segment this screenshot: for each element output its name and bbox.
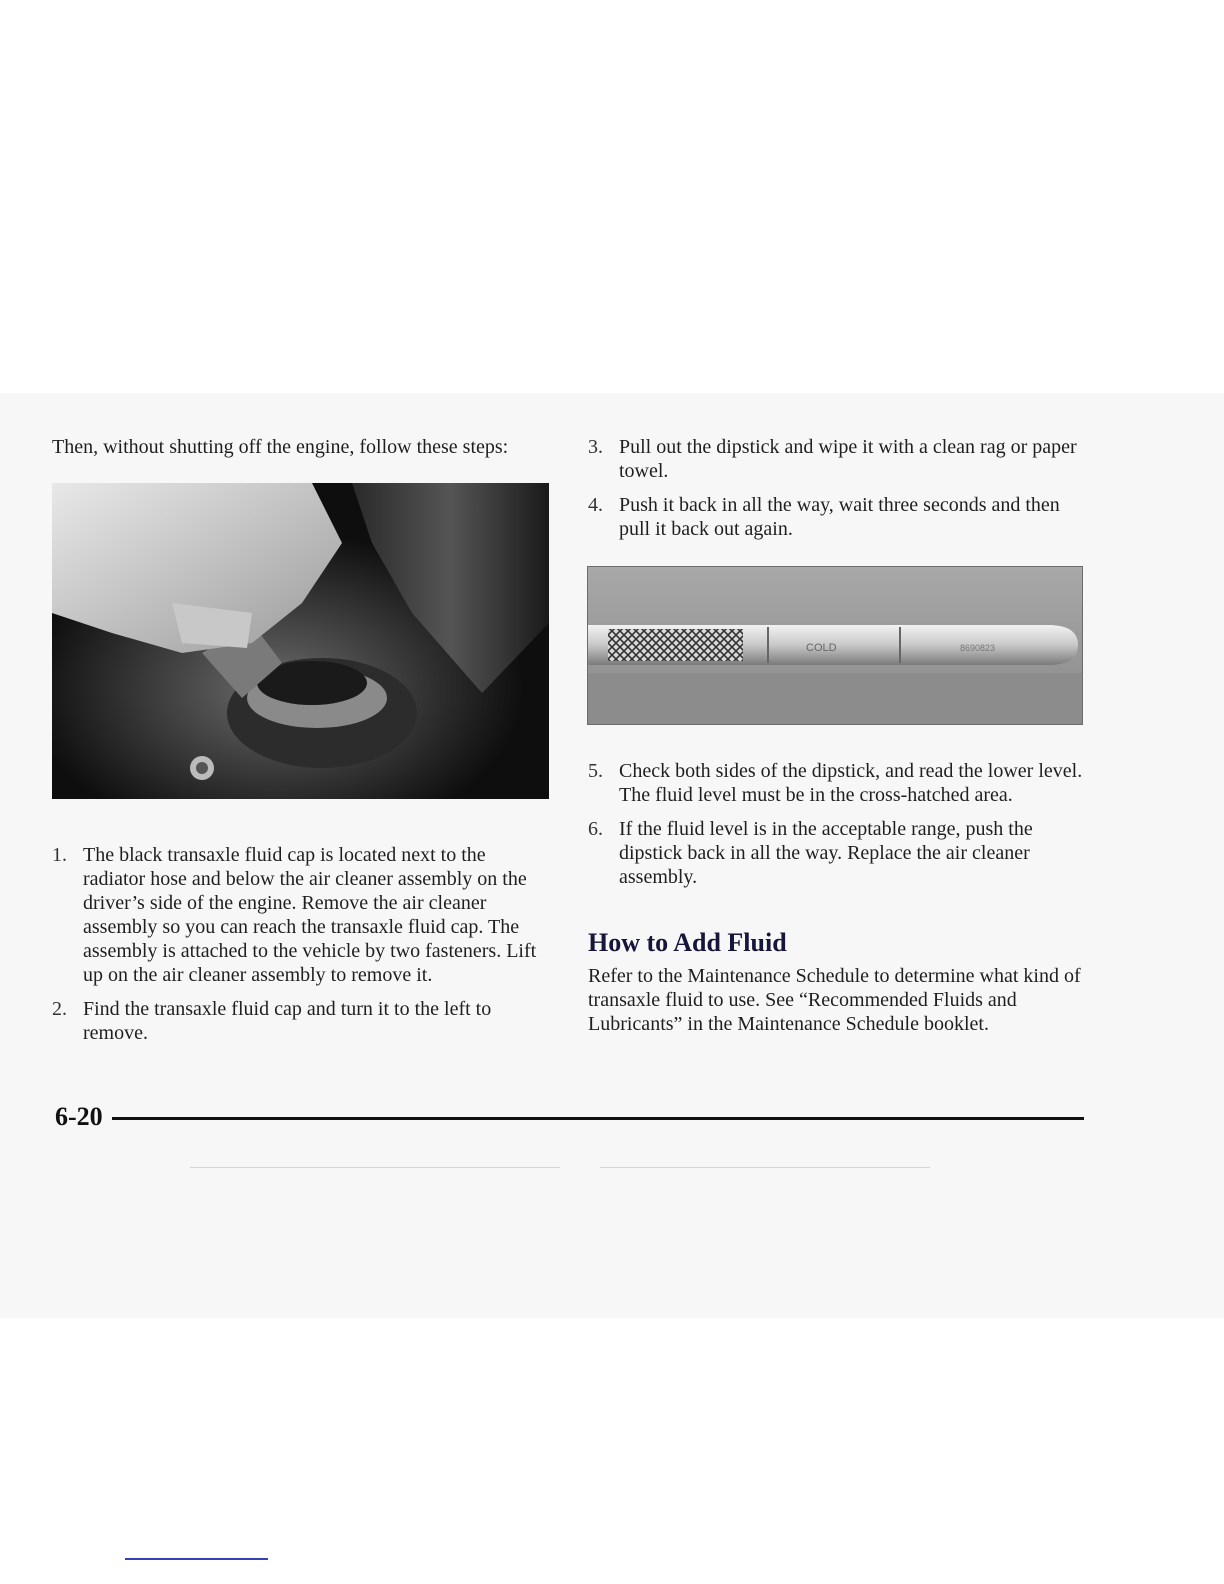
step-number: 3. bbox=[588, 436, 603, 458]
intro-text: Then, without shutting off the engine, follow these steps: bbox=[52, 436, 509, 458]
step-text: Check both sides of the dipstick, and read the lower level. The fluid level must be in the cross-hatched area. bbox=[619, 760, 1083, 806]
list-item bbox=[588, 435, 1088, 483]
step-text: If the fluid level is in the acceptable range, push the dipstick back in all the way. Replace the air cleaner assembly. bbox=[619, 818, 1033, 888]
step-number: 5. bbox=[588, 760, 603, 782]
step-number: 4. bbox=[588, 494, 603, 516]
step-number: 1. bbox=[52, 844, 67, 866]
steps-list-right-top bbox=[588, 435, 1088, 551]
steps-list-left bbox=[52, 843, 552, 1055]
step-text: Pull out the dipstick and wipe it with a clean rag or paper towel. bbox=[619, 436, 1077, 482]
step-text: Push it back in all the way, wait three seconds and then pull it back out again. bbox=[619, 494, 1060, 540]
page-number: 6-20 bbox=[55, 1102, 103, 1131]
footer-rule bbox=[112, 1117, 1084, 1120]
dipstick-cold-label: COLD bbox=[806, 642, 837, 654]
list-item bbox=[588, 817, 1088, 889]
step-number: 2. bbox=[52, 998, 67, 1020]
step-text: The black transaxle fluid cap is located next to the radiator hose and below the air cleaner assembly on the driver’s side of the engine. Remove the air cleaner assembly so you can reach the transaxle fluid cap. The assembly is attached to the vehicle by two fasteners. Lift up on the air cleaner assembly to remove it. bbox=[83, 844, 537, 986]
faint-divider bbox=[190, 1167, 560, 1168]
bottom-link-underline[interactable] bbox=[125, 1558, 268, 1560]
step-text: Find the transaxle fluid cap and turn it to the left to remove. bbox=[83, 998, 492, 1044]
faint-divider bbox=[600, 1167, 930, 1168]
photo-illustration bbox=[52, 483, 549, 799]
section-body: Refer to the Maintenance Schedule to determine what kind of transaxle fluid to use. See “Recommended Fluids and Lubricants” in the Maintenance Schedule booklet. bbox=[588, 965, 1081, 1035]
transaxle-cap-photo bbox=[52, 483, 549, 799]
list-item bbox=[52, 997, 552, 1045]
list-item bbox=[52, 843, 552, 987]
section-heading: How to Add Fluid bbox=[588, 928, 787, 957]
list-item bbox=[588, 493, 1088, 541]
dipstick-illustration bbox=[588, 567, 1082, 724]
step-number: 6. bbox=[588, 818, 603, 840]
list-item bbox=[588, 759, 1088, 807]
dipstick-part-number: 8690823 bbox=[960, 643, 996, 653]
steps-list-right-mid bbox=[588, 759, 1088, 899]
dipstick-photo bbox=[587, 566, 1083, 725]
